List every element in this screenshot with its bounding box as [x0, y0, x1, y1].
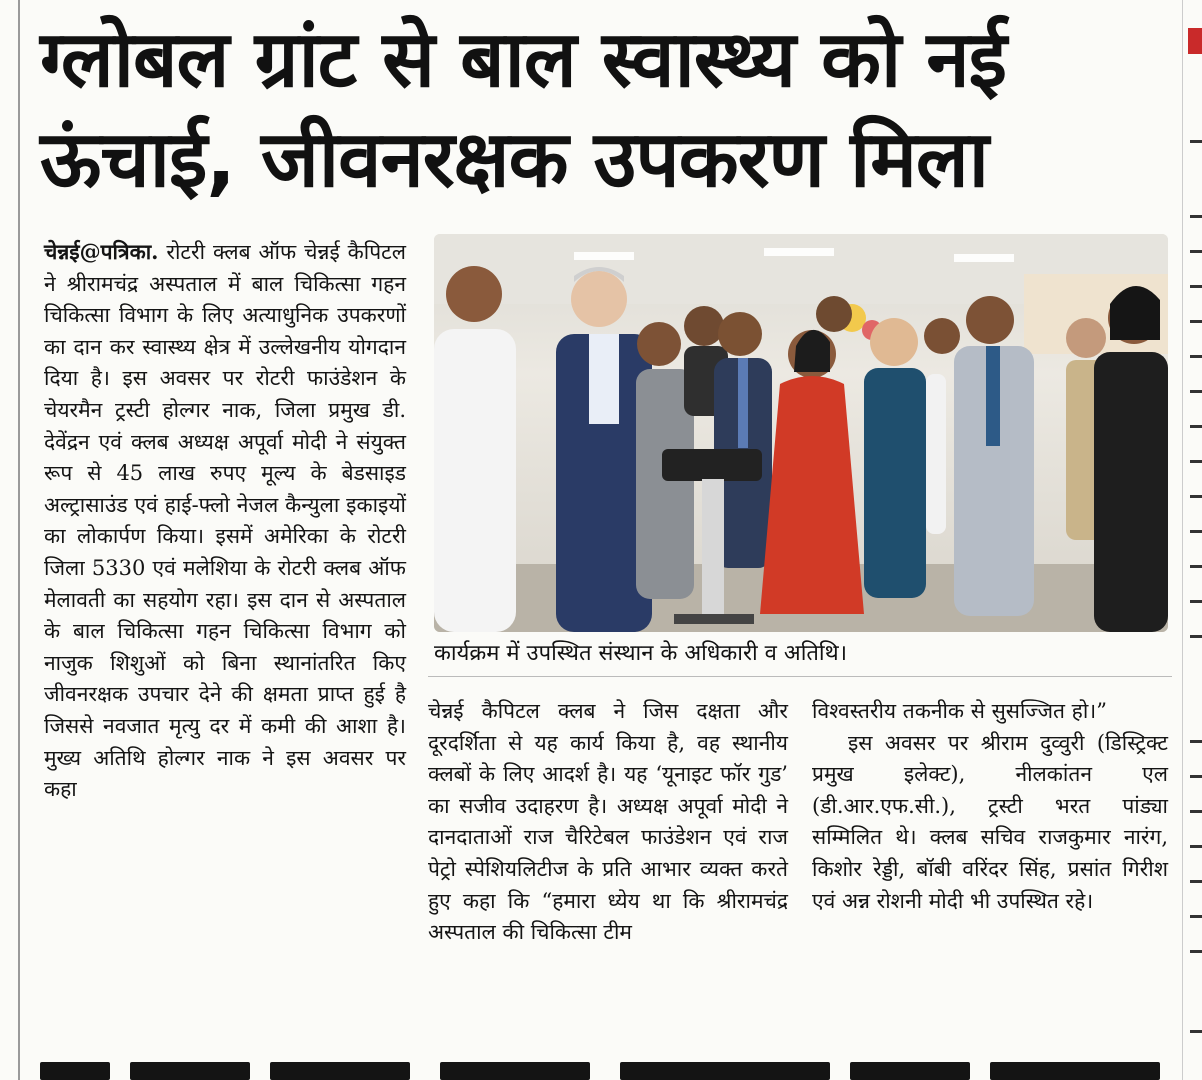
left-column-rule [18, 0, 20, 1080]
article-column-3 [812, 696, 1168, 917]
column-1-text: रोटरी क्लब ऑफ चेन्नई कैपिटल ने श्रीरामचंद्र अस्पताल में बाल चिकित्सा गहन चिकित्सा विभाग के लिए अत्याधुनिक उपकरणों का दान कर स्वास्थ्य क्षेत्र में उल्लेखनीय योगदान दिया है। इस अवसर पर रोटरी फाउंडेशन के चेयरमैन ट्रस्टी होल्गर नाक, जिला प्रमुख डी. देवेंद्रन एवं क्लब अध्यक्ष अपूर्वा मोदी ने संयुक्त रूप से 45 लाख रुपए मूल्य के बेडसाइड अल्ट्रासाउंड एवं हाई-फ्लो नेजल कैन्युला इकाइयों का लोकार्पण किया। इसमें अमेरिका के रोटरी जिला 5330 एवं मलेशिया के रोटरी क्लब ऑफ मेलावती का सहयोग रहा। इस दान से अस्पताल के बाल चिकित्सा गहन चिकित्सा विभाग को नाजुक शिशुओं को बिना स्थानांतरित किए जीवनरक्षक उपचार देने की क्षमता प्राप्त हुई है जिससे नवजात मृत्यु दर में कमी की आशा है।मुख्य अतिथि होल्गर नाक ने इस अवसर पर कहा [44, 240, 406, 802]
article-column-2 [428, 696, 788, 949]
article-headline: ग्लोबल ग्रांट से बाल स्वास्थ्य को नई ऊंचाई, जीवनरक्षक उपकरण मिला [40, 15, 1006, 205]
column-3-attendees: इस अवसर पर श्रीराम दुव्वुरी (डिस्ट्रिक्ट प्रमुख इलेक्ट), नीलकांतन एल (डी.आर.एफ.सी.), ट्रस्टी भरत पांड्या सम्मिलित थे। क्लब सचिव राजकुमार नारंग, किशोर रेड्डी, बॉबी वरिंदर सिंह, प्रसांत गिरीश एवं अन्न रोशनी मोदी भी उपस्थित रहे। [812, 730, 1168, 913]
article-paragraph-1 [44, 236, 406, 806]
column-2-text: चेन्नई कैपिटल क्लब ने जिस दक्षता और दूरदर्शिता से यह कार्य किया है, वह स्थानीय क्लबों के लिए आदर्श है। यह ‘यूनाइट फॉर गुड’ का सजीव उदाहरण है। अध्यक्ष अपूर्वा मोदी ने दानदाताओं राज चैरिटेबल फाउंडेशन एवं राज पेट्रो स्पेशियलिटीज के प्रति आभार व्यक्त करते हुए कहा कि “हमारा ध्येय था कि श्रीरामचंद्र अस्पताल की चिकित्सा टीम [428, 699, 788, 945]
adjacent-headline-fragment [1188, 28, 1202, 54]
caption-divider [428, 676, 1172, 677]
photo-caption: कार्यक्रम में उपस्थित संस्थान के अधिकारी व अतिथि। [434, 641, 848, 666]
dateline: चेन्नई@पत्रिका. [44, 239, 159, 264]
event-photo [434, 234, 1168, 632]
group-photo-illustration [434, 234, 1168, 632]
next-headline-cropped [40, 1040, 1170, 1080]
adjacent-article-edge [1180, 0, 1202, 1080]
column-3-quote-end: विश्वस्तरीय तकनीक से सुसज्जित हो।” [812, 699, 1107, 723]
article-column-1 [44, 236, 406, 806]
